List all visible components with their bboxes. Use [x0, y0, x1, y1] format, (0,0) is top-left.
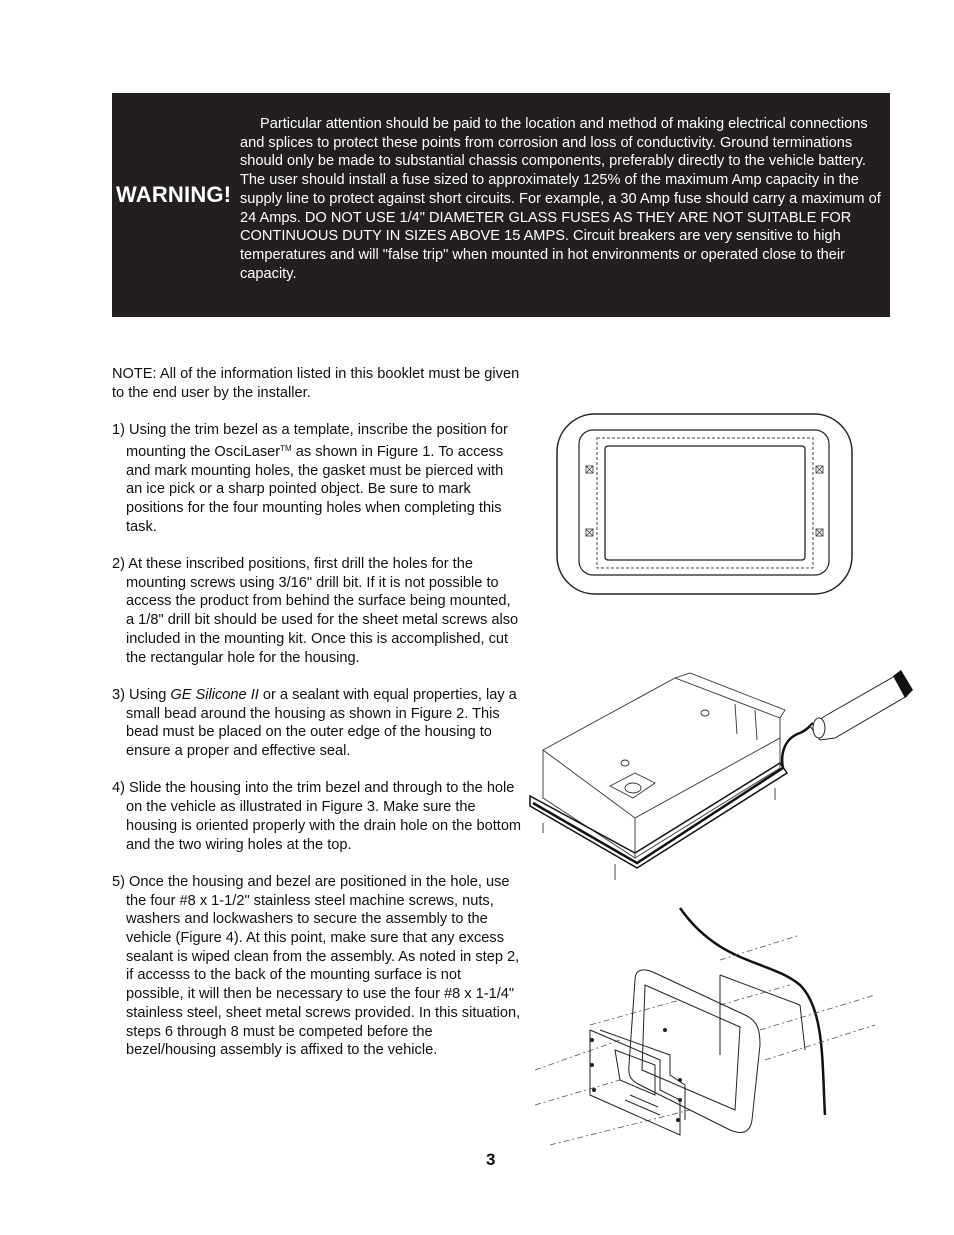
- step-5: 5) Once the housing and bezel are positioned in the hole, use the four #8 x 1-1/2" stainless steel machine screws, nuts, washers and lockwashers to secure the assembly to the vehicle (Figure 4). At this point, make sure that any excess sealant is wiped clean from the assembly. As noted in step 2, if accesss to the back of the mounting surface is not possible, it will then be necessary to use the four #8 x 1-1/4" stainless steel, sheet metal screws provided. In this situation, steps 6 through 8 must be competed before the bezel/housing assembly is affixed to the vehicle.: [112, 873, 521, 1059]
- figure-2-housing-sealant: [525, 668, 915, 886]
- note-text: NOTE: All of the information listed in this booklet must be given to the end user by the installer.: [112, 366, 520, 401]
- page-number: 3: [486, 1150, 496, 1169]
- warning-text: [240, 115, 892, 283]
- figure-1-trim-bezel: [555, 412, 855, 597]
- step-3-text-b: or a sealant with equal properties, lay a small bead around the housing as shown in Figure 2. This bead must be placed on the outer edge of the housing to ensure a proper and effective seal.: [126, 686, 517, 760]
- step-3-product-name: GE Silicone II: [170, 686, 259, 703]
- instructions-column: [112, 365, 522, 1079]
- step-3: [112, 686, 522, 761]
- figure-3-exploded-assembly: [530, 905, 890, 1155]
- step-1-text-a: 1) Using the trim bezel as a template, inscribe the position for mounting the OsciLaser: [112, 422, 508, 460]
- step-4: 4) Slide the housing into the trim bezel and through to the hole on the vehicle as illustrated in Figure 3. Make sure the housing is oriented properly with the drain hole on the bottom and the two wiring holes at the top.: [112, 780, 522, 853]
- warning-title: WARNING!: [116, 182, 232, 207]
- step-2: 2) At these inscribed positions, first drill the holes for the mounting screws using 3/16" drill bit. If it is not possible to access the product from behind the surface being mounted, a 1/8" drill bit should be used for the sheet metal screws also included in the mounting kit. Once this is accomplished, cut the rectangular hole for the housing.: [112, 556, 519, 666]
- step-1-text-b: as shown in Figure 1. To access and mark mounting holes, the gasket must be pierced with an ice pick or a sharp pointed object. Be sure to mark positions for the four mounting holes when completing this task.: [126, 443, 504, 535]
- step-1: [112, 421, 522, 536]
- trademark-mark: TM: [280, 443, 292, 453]
- warning-body: Particular attention should be paid to the location and method of making electrical connections and splices to protect these points from corrosion and loss of conductivity. Ground terminations should only be made to substantial chassis components, preferably directly to the vehicle battery. The user should install a fuse sized to approximately 125% of the maximum Amp capacity in the supply line to protect against short circuits. For example, a 30 Amp fuse should carry a maximum of 24 Amps. DO NOT USE 1/4" DIAMETER GLASS FUSES AS THEY ARE NOT SUITABLE FOR CONTINUOUS DUTY IN SIZES ABOVE 15 AMPS. Circuit breakers are very sensitive to high temperatures and will "false trip" when mounted in hot environments or operated close to their capacity.: [240, 116, 881, 282]
- step-3-text-a: 3) Using: [112, 686, 171, 703]
